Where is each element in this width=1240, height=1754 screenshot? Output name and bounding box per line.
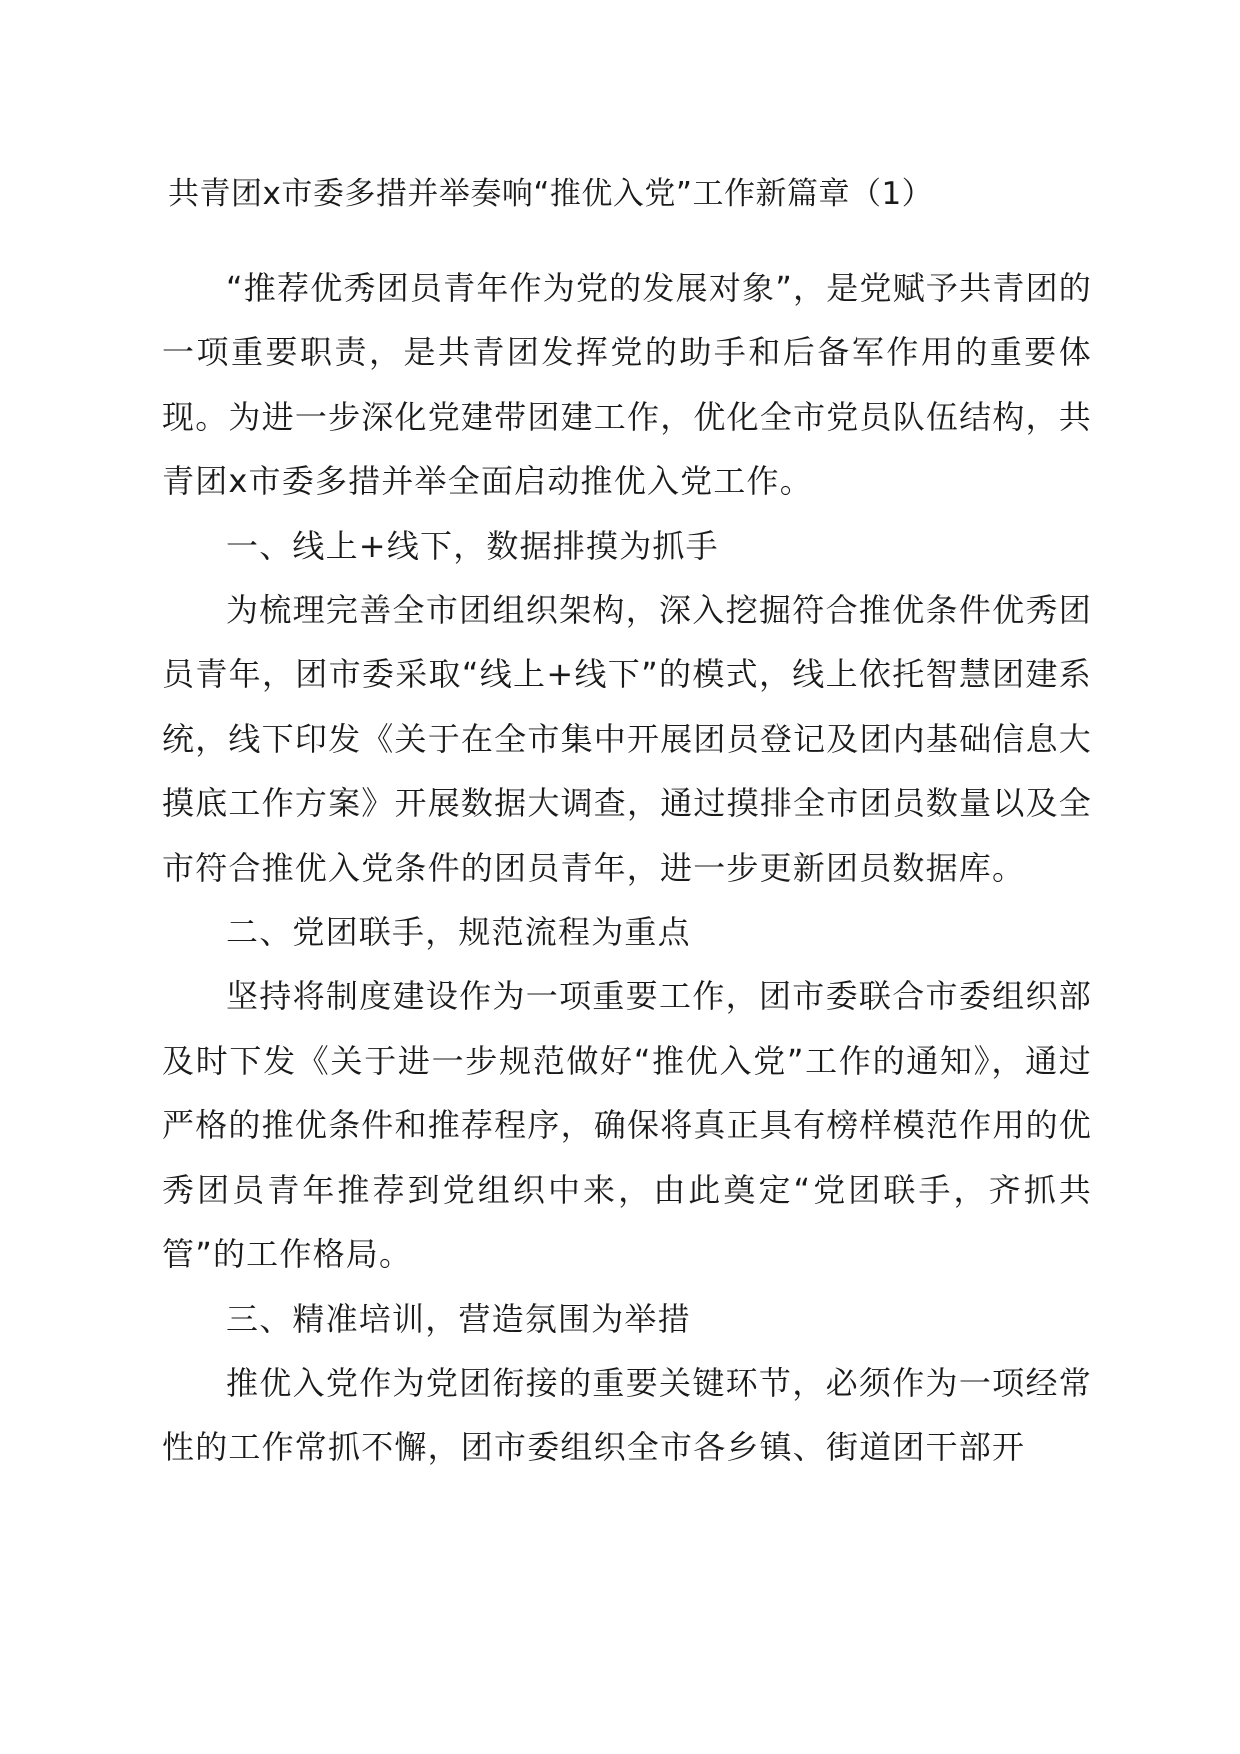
section-heading-3: 三、精准培训，营造氛围为举措: [226, 1299, 691, 1338]
section-1-paragraph: 为梳理完善全市团组织架构，深入挖掘符合推优条件优秀团员青年，团市委采取“线上+线下”的模式，线上依托智慧团建系统，线下印发《关于在全市集中开展团员登记及团内基础信息大摸底工作方案》开展数据大调查，通过摸排全市团员数量以及全市符合推优入党条件的团员青年，进一步更新团员数据库。: [162, 591, 1092, 887]
section-heading-1: 一、线上+线下，数据排摸为抓手: [226, 526, 719, 565]
document-title: 共青团x市委多措并举奏响“推优入党”工作新篇章（1）: [168, 176, 934, 212]
intro-paragraph: “推荐优秀团员青年作为党的发展对象”，是党赋予共青团的一项重要职责，是共青团发挥党的助手和后备军作用的重要体现。为进一步深化党建带团建工作，优化全市党员队伍结构，共青团x市委多措并举全面启动推优入党工作。: [162, 269, 1092, 501]
section-heading-2: 二、党团联手，规范流程为重点: [226, 913, 691, 952]
section-3-paragraph: 推优入党作为党团衔接的重要关键环节，必须作为一项经常性的工作常抓不懈，团市委组织全市各乡镇、街道团干部开: [162, 1363, 1092, 1467]
section-2-paragraph: 坚持将制度建设作为一项重要工作，团市委联合市委组织部及时下发《关于进一步规范做好“推优入党”工作的通知》，通过严格的推优条件和推荐程序，确保将真正具有榜样模范作用的优秀团员青年推荐到党组织中来，由此奠定“党团联手，齐抓共管”的工作格局。: [162, 977, 1092, 1274]
document-body: [162, 256, 1092, 1480]
